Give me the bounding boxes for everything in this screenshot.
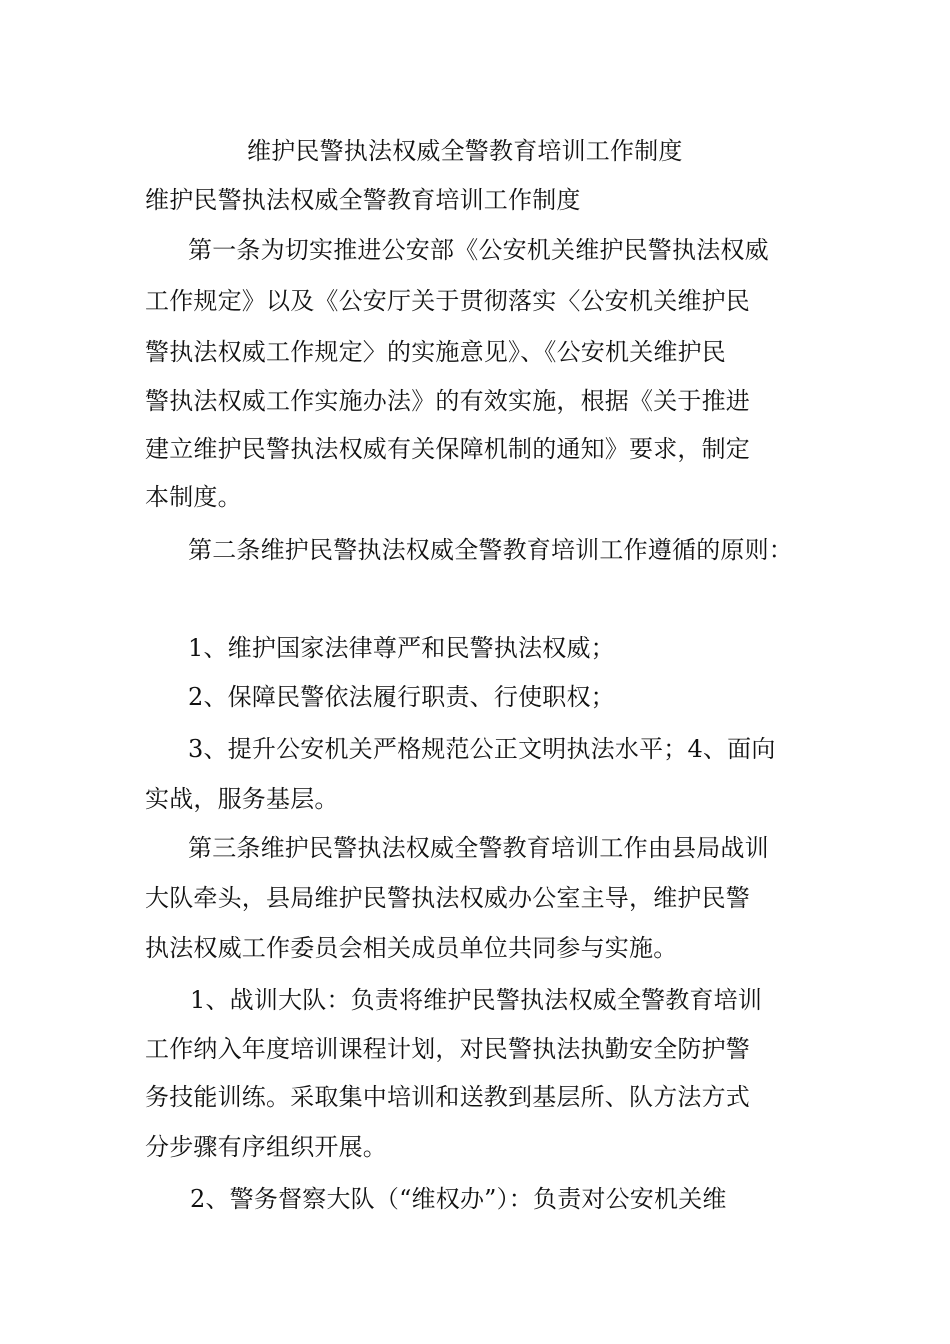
document-subtitle: 维护民警执法权威全警教育培训工作制度 [145,186,581,214]
paragraph-line: 本制度。 [145,483,242,511]
paragraph-line: 警执法权威工作规定〉的实施意见》、《公安机关维护民 [145,338,726,366]
list-item: 2、保障民警依法履行职责、行使职权； [188,683,615,711]
list-item: 3、提升公安机关严格规范公正文明执法水平；4、面向 [188,735,776,763]
paragraph-line: 警执法权威工作实施办法》的有效实施，根据《关于推进 [145,387,750,415]
paragraph-line: 执法权威工作委员会相关成员单位共同参与实施。 [145,934,678,962]
list-item: 1、维护国家法律尊严和民警执法权威； [188,634,615,662]
list-item: 1、战训大队：负责将维护民警执法权威全警教育培训 [190,986,763,1014]
document-title: 维护民警执法权威全警教育培训工作制度 [247,137,683,165]
paragraph-line: 建立维护民警执法权威有关保障机制的通知》要求，制定 [145,435,750,463]
paragraph-line: 工作规定》以及《公安厅关于贯彻落实〈公安机关维护民 [145,287,750,315]
list-item: 实战，服务基层。 [145,785,339,813]
list-item: 务技能训练。采取集中培训和送教到基层所、队方法方式 [145,1083,750,1111]
paragraph-line: 大队牵头，县局维护民警执法权威办公室主导，维护民警 [145,884,750,912]
paragraph-line: 第三条维护民警执法权威全警教育培训工作由县局战训 [188,834,769,862]
paragraph-line: 第二条维护民警执法权威全警教育培训工作遵循的原则： [188,536,793,564]
list-item: 分步骤有序组织开展。 [145,1133,387,1161]
list-item: 2、警务督察大队（“维权办”）：负责对公安机关维 [190,1185,727,1213]
paragraph-line: 第一条为切实推进公安部《公安机关维护民警执法权威 [188,236,769,264]
list-item: 工作纳入年度培训课程计划，对民警执法执勤安全防护警 [145,1035,750,1063]
